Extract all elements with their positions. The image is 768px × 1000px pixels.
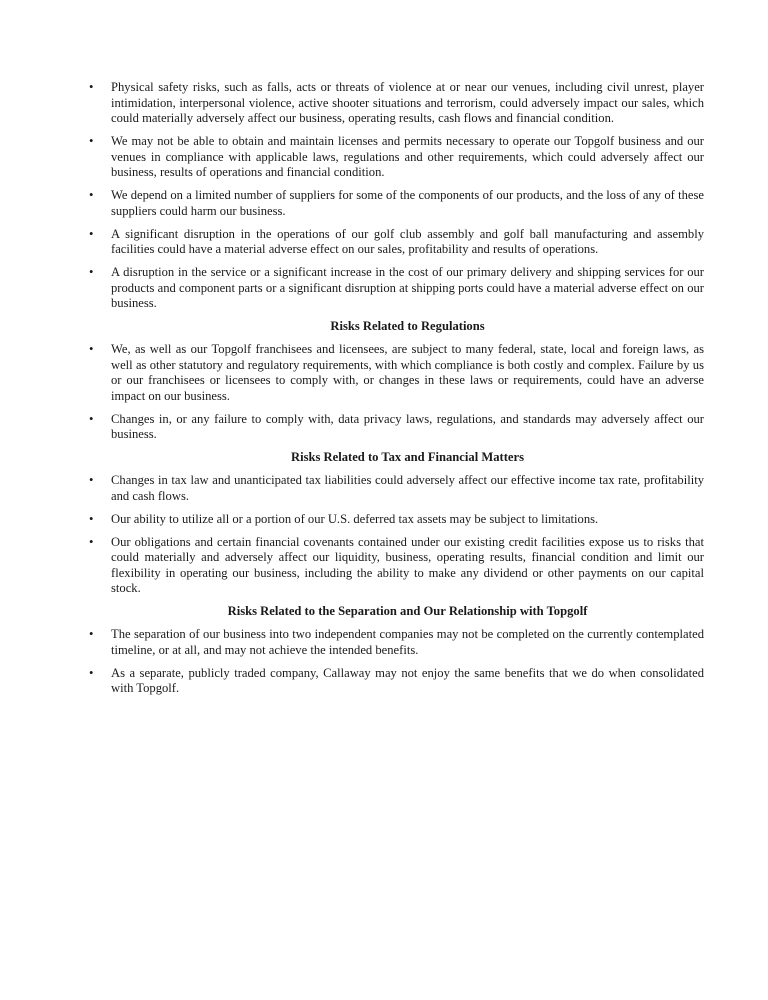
bullet-text: A significant disruption in the operations of our golf club assembly and golf ball manufacturing and assembly facilities could have a material adverse effect on our sales, profitability and results of operations. xyxy=(111,226,704,256)
risk-bullet-item xyxy=(89,665,704,697)
bullet-text: The separation of our business into two independent companies may not be completed on the currently contemplated timeline, or at all, and may not achieve the intended benefits. xyxy=(111,627,704,657)
bullet-text: We depend on a limited number of suppliers for some of the components of our products, and the loss of any of these suppliers could harm our business. xyxy=(111,188,704,218)
bullet-text: We, as well as our Topgolf franchisees and licensees, are subject to many federal, state, local and foreign laws, as well as other statutory and regulatory requirements, with which compliance is both costly and complex. Failure by us or our franchisees or licensees to comply with, or changes in these laws or requirements, could have an adverse impact on our business. xyxy=(111,342,704,403)
risk-bullet-item xyxy=(89,265,704,312)
bullet-text: We may not be able to obtain and maintain licenses and permits necessary to operate our Topgolf business and our venues in compliance with applicable laws, regulations and other requirements, which could adversely affect our business, results of operations and financial condition. xyxy=(111,134,704,179)
bullet-icon: • xyxy=(89,226,94,241)
bullet-icon: • xyxy=(89,534,94,549)
section-heading: Risks Related to the Separation and Our Relationship with Topgolf xyxy=(227,604,588,618)
bullet-icon: • xyxy=(89,134,94,148)
bullet-text: Changes in, or any failure to comply with, data privacy laws, regulations, and standards may adversely affect our business. xyxy=(111,411,704,441)
bullet-text: A disruption in the service or a significant increase in the cost of our primary delivery and shipping services for our products and component parts or a significant disruption at shipping ports could have a material adverse effect on our business. xyxy=(111,265,704,310)
bullet-icon: • xyxy=(89,188,94,202)
bullet-text: Changes in tax law and unanticipated tax liabilities could adversely affect our effective income tax rate, profitability and cash flows. xyxy=(111,473,704,503)
bullet-text: Physical safety risks, such as falls, acts or threats of violence at or near our venues, including civil unrest, player intimidation, interpersonal violence, active shooter situations and terrorism, could adversely impact our sales, which could materially adversely affect our business, operating results, cash flows and financial condition. xyxy=(111,80,704,125)
bullet-text: Our obligations and certain financial covenants contained under our existing credit facilities expose us to risks that could materially and adversely affect our liquidity, business, operating results, financial condition and limit our flexibility in operating our business, including the ability to make any dividend or other payments on our capital stock. xyxy=(111,534,704,595)
bullet-text: As a separate, publicly traded company, Callaway may not enjoy the same benefits that we do when consolidated with Topgolf. xyxy=(111,665,704,695)
bullet-icon: • xyxy=(89,665,94,680)
bullet-icon: • xyxy=(89,511,94,526)
risk-bullet-item xyxy=(89,473,704,504)
bullet-icon: • xyxy=(89,411,94,426)
bullet-icon: • xyxy=(89,80,94,94)
risk-bullet-item xyxy=(89,188,704,219)
bullet-icon: • xyxy=(89,627,94,641)
risk-bullet-item xyxy=(89,511,704,528)
bullet-text: Our ability to utilize all or a portion of our U.S. deferred tax assets may be subject to limitations. xyxy=(111,511,599,526)
risk-bullet-item xyxy=(89,134,704,181)
bullet-icon: • xyxy=(89,265,94,279)
risk-bullet-item xyxy=(89,411,704,443)
document-page xyxy=(0,80,768,704)
risk-bullet-item xyxy=(89,80,704,127)
bullet-icon: • xyxy=(89,342,94,356)
risk-bullet-item xyxy=(89,226,704,258)
risk-bullet-item xyxy=(89,342,704,404)
bullet-icon: • xyxy=(89,473,94,487)
risk-bullet-item xyxy=(89,627,704,658)
section-heading: Risks Related to Regulations xyxy=(330,319,485,333)
section-heading: Risks Related to Tax and Financial Matters xyxy=(291,450,524,464)
risk-bullet-item xyxy=(89,534,704,597)
